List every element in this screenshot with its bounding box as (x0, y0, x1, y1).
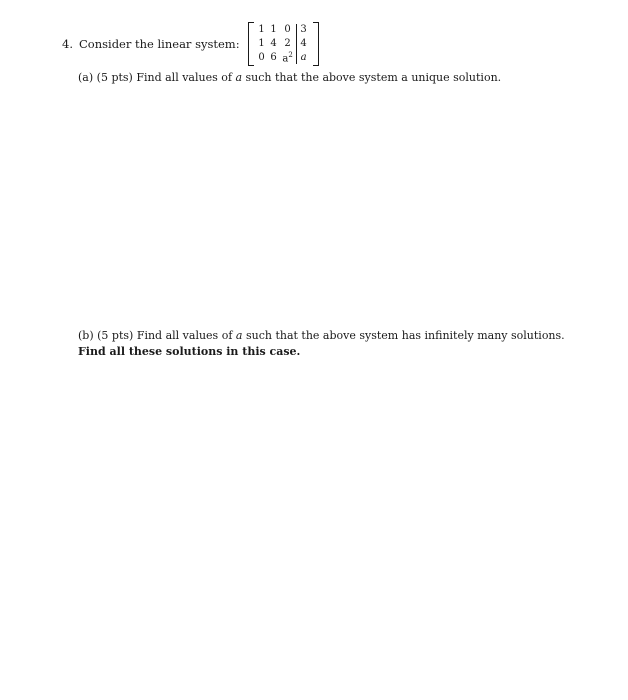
matrix-cell-r1c2: 1 (270, 24, 277, 35)
matrix-cell-r3c2: 6 (270, 52, 277, 63)
part-a-question (78, 70, 598, 86)
matrix-cell-r3c3 (282, 52, 292, 64)
part-a-label: (a) (78, 71, 94, 84)
matrix-cell-r2c1: 1 (258, 38, 265, 49)
problem-number: 4. (62, 37, 73, 51)
part-b-question (78, 328, 573, 360)
part-a-text-after: such that the above system a unique solution. (245, 71, 502, 84)
matrix-cell-r2c2: 4 (270, 38, 277, 49)
matrix-grid (254, 22, 313, 66)
part-b-label: (b) (78, 329, 94, 342)
matrix-right-bracket (313, 22, 319, 66)
matrix-exponent: 2 (288, 50, 293, 59)
problem-statement: Consider the linear system: (78, 37, 240, 51)
matrix-rhs-r2: 4 (300, 38, 307, 49)
augmented-matrix (248, 22, 319, 66)
part-b-bold-instruction: Find all these solutions in this case. (78, 345, 301, 358)
part-a-text-before: Find all values of (136, 71, 232, 84)
augmentation-divider (296, 24, 297, 64)
matrix-cell-r1c3: 0 (284, 24, 291, 35)
matrix-cell-r1c1: 1 (258, 24, 265, 35)
part-b-text-after: such that the above system has infinitely many solutions. (245, 329, 565, 342)
part-b-points: (5 pts) (97, 329, 134, 342)
matrix-rhs-r3: a (300, 52, 307, 63)
part-a-points: (5 pts) (96, 71, 133, 84)
part-b-text-before: Find all values of (136, 329, 233, 342)
problem-4-statement (62, 22, 319, 66)
matrix-rhs-r1: 3 (300, 24, 307, 35)
matrix-cell-r2c3: 2 (284, 38, 291, 49)
part-a-variable: a (235, 71, 242, 84)
matrix-cell-r3c1: 0 (258, 52, 265, 63)
part-b-variable: a (235, 329, 243, 342)
matrix-var-a: a (282, 53, 289, 65)
